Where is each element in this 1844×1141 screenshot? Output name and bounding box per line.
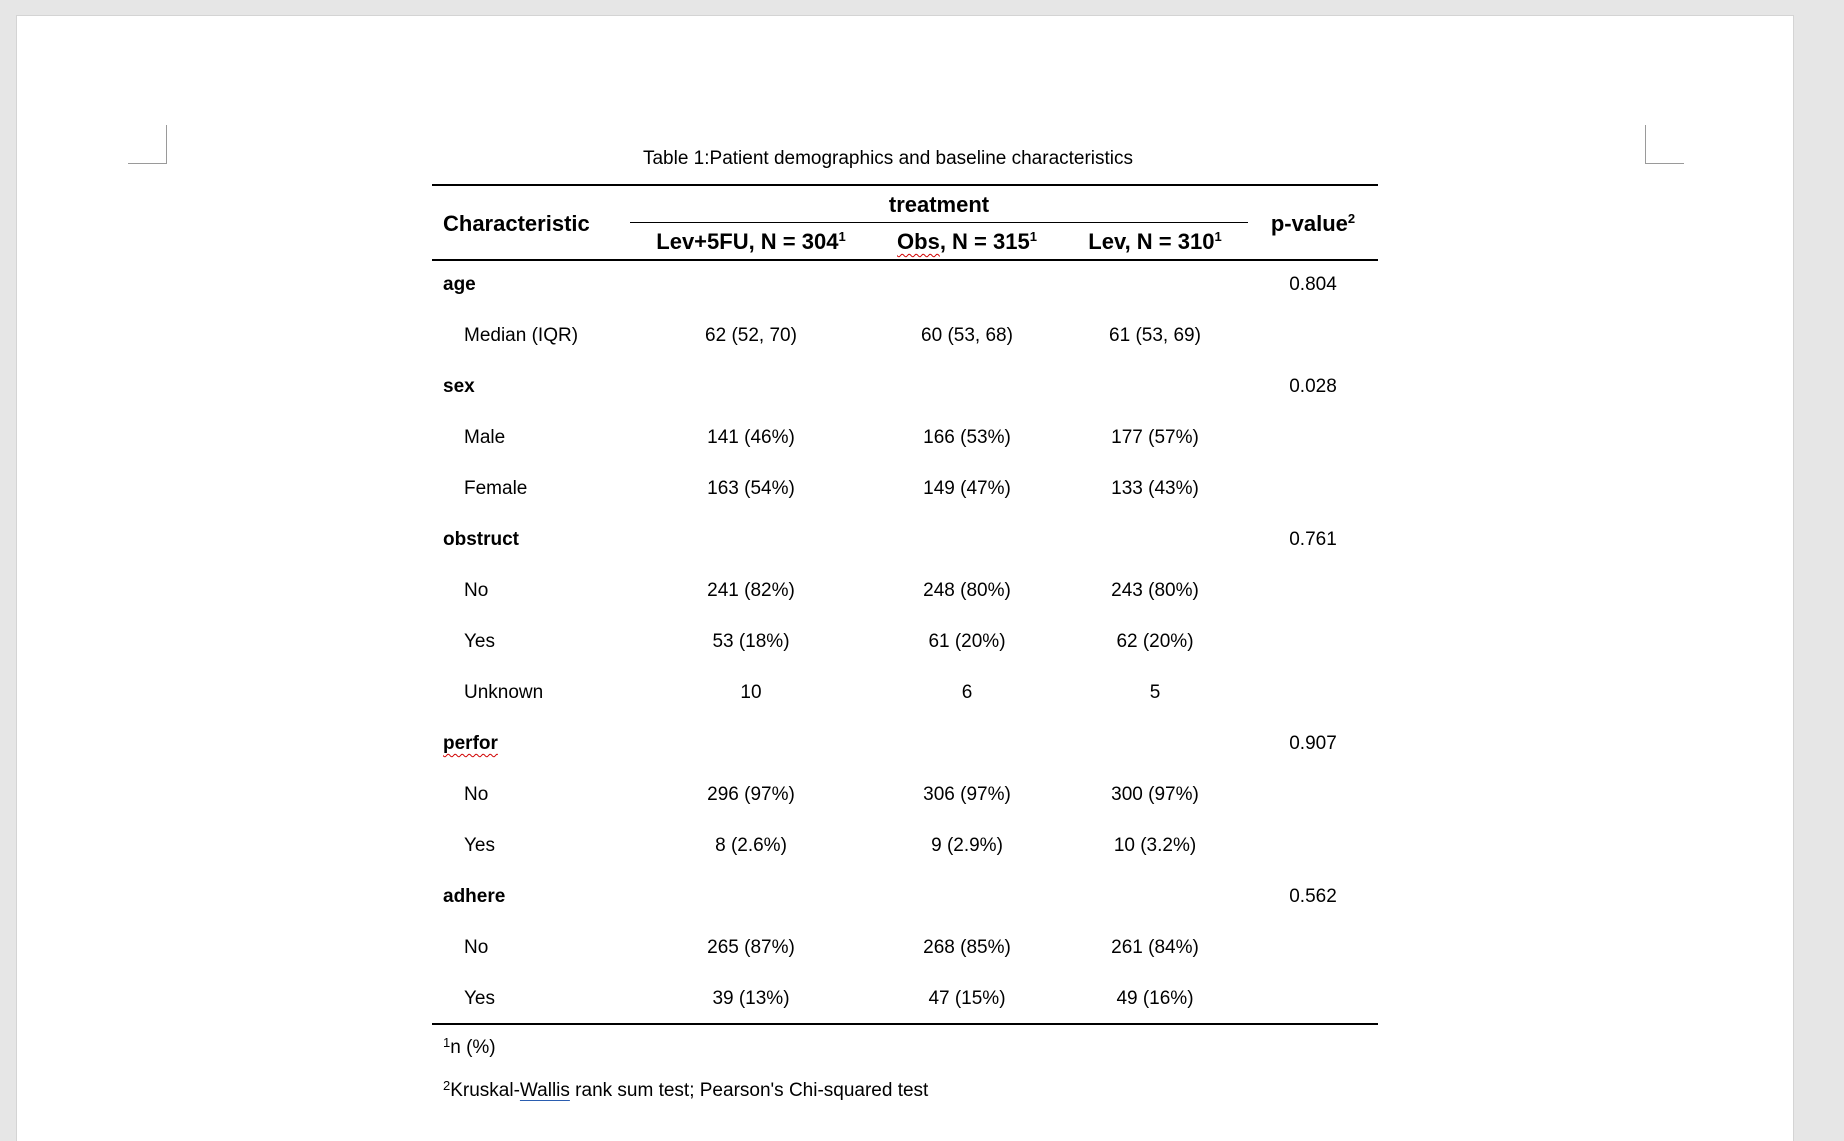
footnote-2 [443,1080,928,1102]
level-label: Yes [464,631,495,652]
stat-cell: 6 [961,682,973,703]
level-label: Female [464,478,528,499]
variable-label: sex [443,376,475,397]
stat-cell: 133 (43%) [1111,478,1199,499]
stat-cell: 9 (2.9%) [931,835,1003,856]
stat-cell: 49 (16%) [1116,988,1194,1009]
stat-cell: 47 (15%) [928,988,1006,1009]
level-label: Median (IQR) [464,325,579,346]
header-col-obs-footnote-mark: 1 [1029,229,1037,244]
level-label: Male [464,427,506,448]
stat-cell: 306 (97%) [923,784,1011,805]
header-spanner-treatment: treatment [888,192,990,217]
stat-cell: 39 (13%) [712,988,790,1009]
pvalue-cell: 0.562 [1289,886,1337,907]
table-top-rule [432,184,1378,186]
stat-cell: 62 (20%) [1116,631,1194,652]
header-col-obs-word: Obs [897,229,940,254]
crop-mark-top-right [1645,125,1684,164]
footnote-1-text: n (%) [450,1037,496,1058]
stat-cell: 166 (53%) [923,427,1011,448]
variable-label: adhere [443,886,506,907]
header-col-lev5fu-label: Lev+5FU, N = 304 [656,229,839,254]
stat-cell: 241 (82%) [707,580,795,601]
footnote-1-mark: 1 [443,1035,451,1050]
header-col-obs-label: , N = 315 [939,229,1030,254]
header-bottom-rule [432,259,1378,261]
stat-cell: 261 (84%) [1111,937,1199,958]
header-col-lev5fu-footnote-mark: 1 [838,229,846,244]
header-col-lev-footnote-mark: 1 [1214,229,1222,244]
variable-label: perfor [443,733,498,754]
footnote-2-mark: 2 [443,1078,451,1093]
stat-cell: 149 (47%) [923,478,1011,499]
level-label: No [464,937,489,958]
stat-cell: 300 (97%) [1111,784,1199,805]
stat-cell: 10 [740,682,762,703]
stat-cell: 53 (18%) [712,631,790,652]
level-label: No [464,784,489,805]
stat-cell: 62 (52, 70) [705,325,797,346]
stat-cell: 61 (53, 69) [1109,325,1201,346]
header-col-lev5fu [640,229,862,255]
header-col-obs [862,229,1072,255]
stat-cell: 8 (2.6%) [715,835,787,856]
stat-cell: 60 (53, 68) [921,325,1013,346]
level-label: Yes [464,988,495,1009]
stat-cell: 248 (80%) [923,580,1011,601]
header-characteristic: Characteristic [443,211,590,236]
stat-cell: 5 [1149,682,1161,703]
header-pvalue [1248,211,1378,237]
stat-cell: 243 (80%) [1111,580,1199,601]
level-label: Unknown [464,682,544,703]
variable-label: age [443,274,476,295]
level-label: Yes [464,835,495,856]
pvalue-cell: 0.804 [1289,274,1337,295]
variable-label: obstruct [443,529,519,550]
pvalue-cell: 0.761 [1289,529,1337,550]
footnote-2-text-a: Kruskal- [450,1080,520,1101]
footnote-1 [443,1037,496,1059]
header-col-lev-label: Lev, N = 310 [1088,229,1215,254]
stat-cell: 10 (3.2%) [1113,835,1197,856]
header-pvalue-footnote-mark: 2 [1347,211,1356,226]
stat-cell: 268 (85%) [923,937,1011,958]
level-label: No [464,580,489,601]
table-bottom-rule [432,1023,1378,1025]
spanner-rule [630,222,1248,223]
stat-cell: 163 (54%) [707,478,795,499]
table-caption: Table 1:Patient demographics and baseline characteristics [642,148,1134,169]
footnote-2-word-wallis: Wallis [519,1080,570,1101]
stat-cell: 296 (97%) [707,784,795,805]
pvalue-cell: 0.028 [1289,376,1337,397]
header-col-lev [1072,229,1238,255]
header-pvalue-label: p-value [1270,211,1348,236]
pvalue-cell: 0.907 [1289,733,1337,754]
stat-cell: 141 (46%) [707,427,795,448]
footnote-2-text-b: rank sum test; Pearson's Chi-squared test [569,1080,929,1101]
crop-mark-top-left [128,125,167,164]
stat-cell: 61 (20%) [928,631,1006,652]
stat-cell: 177 (57%) [1111,427,1199,448]
stat-cell: 265 (87%) [707,937,795,958]
